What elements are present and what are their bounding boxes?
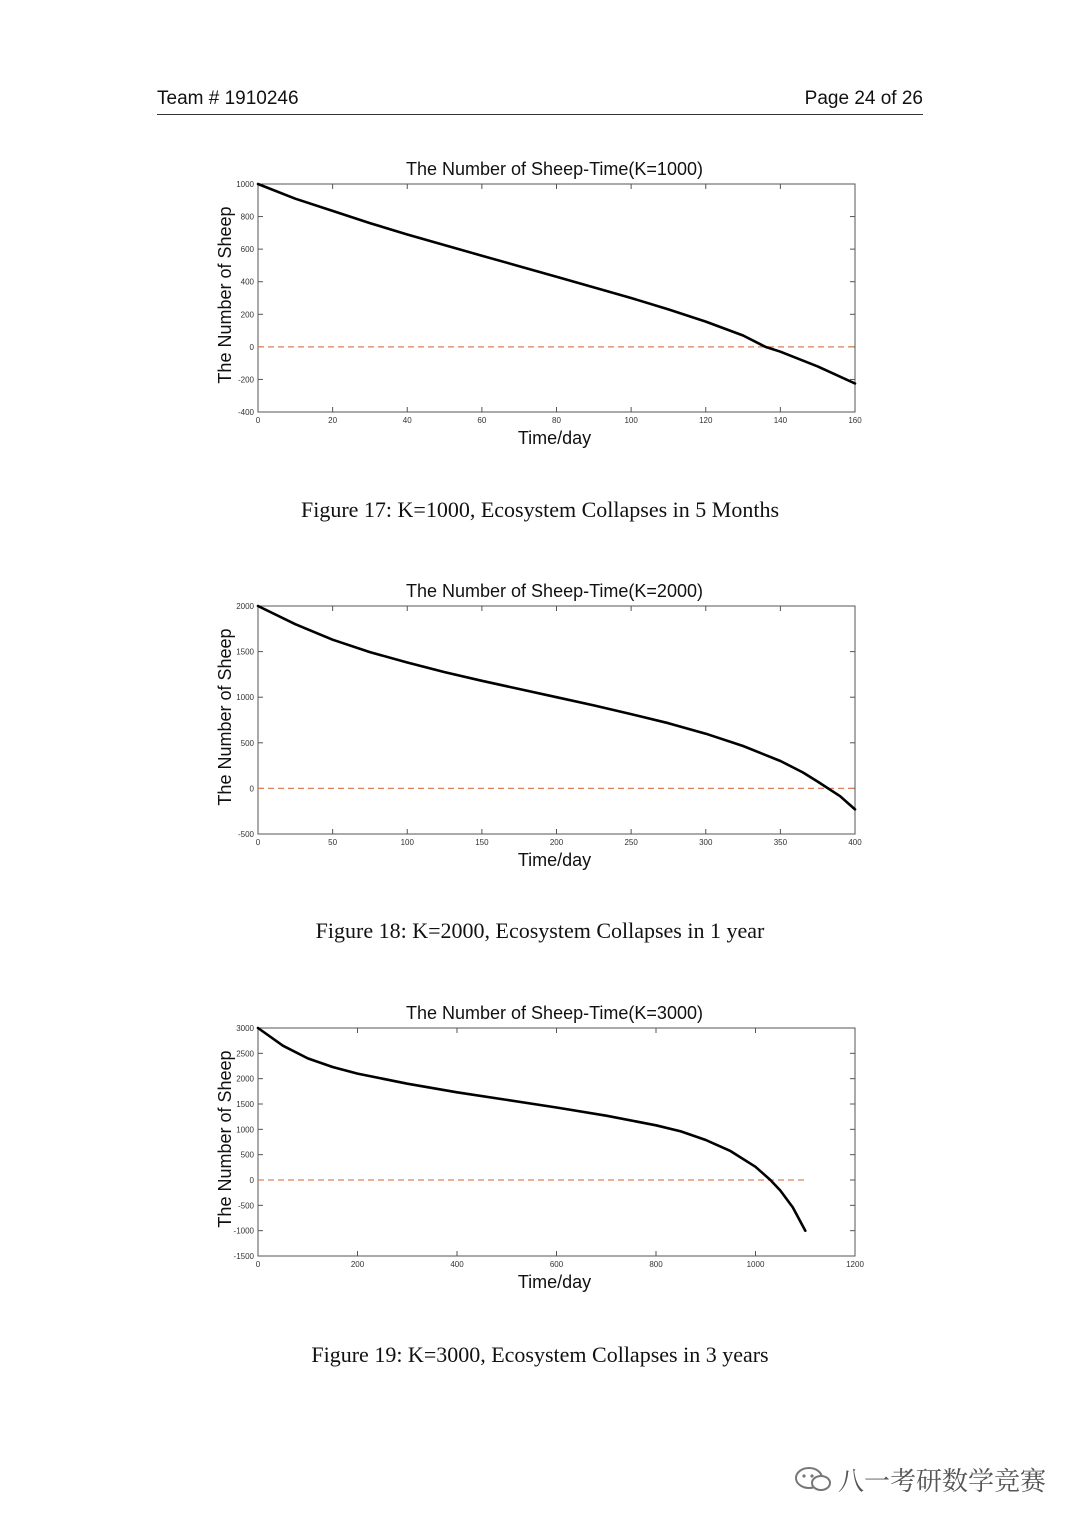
- page-header: [157, 88, 923, 115]
- x-tick-label: 140: [773, 416, 788, 425]
- y-tick-label: 200: [240, 310, 254, 320]
- figure-19: [0, 994, 1080, 1294]
- figure-19-caption: Figure 19: K=3000, Ecosystem Collapses in 3 years: [311, 1342, 769, 1367]
- y-tick-label: 0: [249, 1176, 254, 1185]
- figure-18-caption: Figure 18: K=2000, Ecosystem Collapses in 1 year: [315, 918, 765, 943]
- x-tick-label: 200: [549, 838, 564, 847]
- team-number: Team # 1910246: [157, 88, 299, 109]
- x-tick-label: 400: [450, 1260, 464, 1269]
- x-tick-label: 0: [255, 838, 261, 847]
- x-tick-label: 300: [699, 838, 713, 847]
- chat-bubble-icon: [794, 1465, 832, 1495]
- y-tick-label: 2500: [236, 1049, 254, 1059]
- x-tick-label: 0: [255, 1260, 261, 1269]
- x-tick-label: 20: [328, 416, 338, 425]
- x-axis-label: Time/day: [517, 428, 592, 448]
- x-tick-label: 350: [773, 838, 788, 847]
- sheep-population-curve: [258, 1028, 805, 1231]
- y-tick-label: -1500: [233, 1252, 254, 1261]
- y-tick-label: -500: [237, 1201, 254, 1211]
- y-tick-label: -1000: [233, 1226, 254, 1236]
- y-axis-label: The Number of Sheep: [215, 628, 235, 806]
- chart-title: The Number of Sheep-Time(K=2000): [406, 581, 703, 601]
- y-tick-label: 2000: [236, 1074, 254, 1084]
- x-tick-label: 250: [624, 838, 638, 847]
- y-tick-label: 2000: [236, 602, 254, 611]
- x-tick-label: 1200: [846, 1260, 864, 1269]
- y-tick-label: 0: [249, 784, 254, 794]
- x-tick-label: 400: [848, 838, 862, 847]
- x-tick-label: 120: [699, 416, 713, 425]
- chart-title: The Number of Sheep-Time(K=1000): [406, 159, 703, 179]
- x-tick-label: 160: [848, 416, 862, 425]
- y-tick-label: 1000: [236, 180, 254, 189]
- x-tick-label: 200: [350, 1260, 365, 1269]
- y-axis-label: The Number of Sheep: [215, 1050, 235, 1228]
- x-tick-label: 80: [552, 416, 561, 425]
- y-tick-label: 600: [240, 245, 254, 255]
- x-axis-label: Time/day: [517, 1272, 592, 1292]
- y-tick-label: 400: [240, 277, 254, 287]
- watermark: [794, 1461, 1046, 1498]
- y-tick-label: 1000: [236, 693, 254, 703]
- x-tick-label: 800: [649, 1260, 663, 1269]
- y-tick-label: 1000: [236, 1125, 254, 1135]
- plot-frame: [258, 184, 855, 412]
- x-tick-label: 60: [477, 416, 487, 425]
- x-tick-label: 150: [475, 838, 489, 847]
- x-tick-label: 0: [255, 416, 261, 425]
- x-tick-label: 50: [328, 838, 338, 847]
- figure-17: [0, 150, 1080, 450]
- x-tick-label: 1000: [746, 1260, 765, 1269]
- plot-frame: [258, 606, 855, 834]
- y-tick-label: 800: [240, 212, 254, 222]
- watermark-text: 八一考研数学竞赛: [837, 1466, 1046, 1496]
- y-tick-label: -200: [237, 375, 254, 385]
- y-tick-label: 0: [249, 342, 254, 352]
- y-tick-label: 1500: [236, 647, 254, 657]
- sheep-population-curve: [258, 606, 855, 809]
- y-tick-label: 500: [240, 1150, 254, 1160]
- chart-k3000: [0, 994, 1080, 1294]
- figure-17-caption: Figure 17: K=1000, Ecosystem Collapses in 5 Months: [300, 497, 780, 522]
- figure-18: [0, 572, 1080, 872]
- y-tick-label: 1500: [236, 1100, 254, 1109]
- y-tick-label: -400: [237, 408, 254, 417]
- x-tick-label: 100: [624, 416, 638, 425]
- chart-k2000: [0, 572, 1080, 872]
- y-tick-label: 3000: [236, 1024, 254, 1033]
- x-tick-label: 600: [549, 1260, 564, 1269]
- chart-k1000: [0, 150, 1080, 450]
- sheep-population-curve: [258, 184, 855, 384]
- x-axis-label: Time/day: [517, 850, 592, 870]
- y-tick-label: -500: [237, 830, 254, 839]
- y-axis-label: The Number of Sheep: [215, 206, 235, 384]
- page-number: Page 24 of 26: [804, 88, 923, 109]
- chart-title: The Number of Sheep-Time(K=3000): [406, 1003, 703, 1023]
- plot-frame: [258, 1028, 855, 1256]
- x-tick-label: 40: [402, 416, 412, 425]
- x-tick-label: 100: [400, 838, 414, 847]
- y-tick-label: 500: [240, 738, 254, 748]
